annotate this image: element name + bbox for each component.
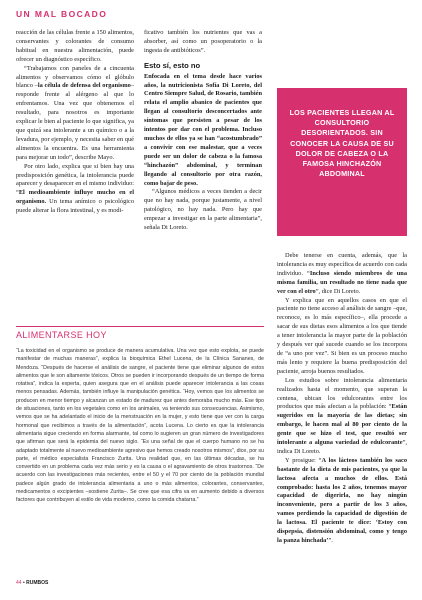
paragraph: ficativo también los nutrientes que vas a absorber, así como un posoperatorio o la ingesta de antibióticos”. — [144, 29, 262, 54]
page-number: 44 — [16, 580, 22, 586]
paragraph: Los estudios sobre intolerancia alimentaria realizados hasta el momento, que superan la centena, ubican los edulcorantes entre los productos que más afectan a la población: “Están sugeridos en la mayoría de las dietas; sin embargo, le hacen mal al 80 por ciento de la gente que se hizo el test, que resultó ser intolerante a alguna variedad de edulcorante”, indica Di Loreto. — [277, 376, 407, 455]
pull-quote: LOS PACIENTES LLEGAN AL CONSULTORIO DESORIENTADOS. SIN CONOCER LA CAUSA DE SU DOLOR DE CABEZA O LA FAMOSA HINCHAZÓN ABDOMINAL — [277, 88, 407, 236]
paragraph: reacción de las células frente a 150 alimentos, conservantes y colorantes de consumo habitual en nuestra alimentación, puede ofrecer un diagnóstico específico. — [16, 29, 134, 63]
magazine-name: RUMBOS — [26, 580, 49, 586]
article-column-1 — [16, 29, 134, 216]
section-header: UN MAL BOCADO — [16, 9, 108, 19]
paragraph: Debe tenerse en cuenta, además, que la intolerancia es muy específica de acuerdo con cada individuo. “Incluso siendo miembros de una misma familia, un resultado no tiene nada que ver con el otro”, dice Di Loreto. — [277, 252, 407, 295]
paragraph: “Trabajamos con paneles de a cincuenta alimentos y observamos cómo el glóbulo blanco –la célula de defensa del organismo– responde frente al alérgeno al que lo enfrentamos. Una vez que obtenemos el resultado, para nosotros es importante explicar le bien al paciente lo que significa, ya que quizá sea intolerante a un químico o a la levadura, por ejemplo, y necesita saber en qué alimentos la encuentra. Es una herramienta para mejorar un todo”, describe Mayo. — [16, 64, 134, 161]
paragraph: Y explica que en aquellos casos en que el paciente no tiene acceso al análisis de sangre –que, reconoce, es lo más específico–, ella procede a sacar de sus dietas esos alimentos a los que tiende a tener intolerancia la mayor parte de la población y después ver qué sucede cuando se los incorpora de “a uno por vez”. Si bien es un proceso mucho más lento y requiere la buena predisposición del paciente, arroja buenos resultados. — [277, 296, 407, 375]
sidebar-title: ALIMENTARSE HOY — [16, 330, 107, 340]
paragraph: Por otro lado, explica que si bien hay una predisposición genética, la intolerancia puede aparecer y desaparecer en el mismo individuo: “El medioambiente influye mucho en el organismo. Un tema anímico o psicológico puede alterar la flora intestinal, y es modi- — [16, 162, 135, 215]
section-divider — [16, 326, 264, 327]
paragraph: Enfocada en el tema desde hace varios años, la nutricionista Sofía Di Loreto, del Centro Siempre Salud, de Rosario, también relata el amplio abanico de pacientes que llegan al consultorio desconcertados ante síntomas que persisten a pesar de los intentos por dar con el problema. Incluso muchos de ellos ya se han “acostumbrado” a convivir con ese malestar, que a veces puede ser un dolor de cabeza o la famosa “hinchazón” abdominal, y terminan llegando al consultorio por otra razón, como bajar de peso. — [144, 72, 262, 187]
sidebar-text: “La toxicidad en el organismo se produce de manera acumulativa. Una vez que esto explota, se puede manifestar de muchas maneras”, explica la bioquímica Ethel Lucena, de la Clínica Sananes, de Mendoza. “Después de hacerse el análisis de sangre, el paciente tiene que eliminar algunos de estos alimentos que le son altamente tóxicos. Otros se pueden ir incorporando después de un tiempo de forma rotativa”, indica la experta, quien asegura que en el análisis puede aparecer intolerancia a las cosas menos pensadas. Además, también influye la manipulación genética. “Hoy, vemos que los alimentos se producen en menor tiempo y alcanzan un estado de madurez que antes demoraba mucho más. Ese tipo de situaciones, tanto en los vegetales como en los animales, va teniendo sus consecuencias. Asimismo, vemos que se ha adelantado el inicio de la menstruación en la mujer, y esto tiene que ver con la carga hormonal que recibimos a través de la alimentación”, acota Lucena. Lo cierto es que la intolerancia alimentaria sigue creciendo en forma alarmante, tal como lo sugieren un gran número de investigadores que afirman que será la epidemia del nuevo siglo. “Es una señal de que el cuerpo humano no se ha adaptado totalmente al nuevo medioambiente agresivo que hemos creado nosotros mismos”, dice, por su parte, el médico especialista Francisco Zurita. Una realidad que, en las últimas décadas, se ha convertido en un problema cada vez más serio y es la causa o el agravamiento de otros trastornos. “De acuerdo con las investigaciones más recientes, entre el 50 y el 70 por ciento de la población mundial padece algún grado de intolerancia alimentaria a uno o más alimentos, colorantes, conservantes, medicamentos o excipientes –sostiene Zurita–. Se cree que esa cifra va en aumento debido a diversos factores que contribuyen al estilo de vida moderno, como la comida chatarra.” — [16, 348, 264, 504]
subheading: Esto sí, esto no — [144, 60, 201, 70]
sidebar-box — [16, 347, 264, 505]
page-footer — [16, 580, 48, 586]
paragraph: Y prosigue: “A los lácteos también los saco bastante de la dieta de mis pacientes, ya que la lactosa afecta a muchos de ellos. Está comprobado: hasta los 2 años, tenemos mayor capacidad de digerirla, no hay ningún inconveniente, pero a partir de los 3 años, vamos perdiendo la capacidad de digestión de la lactosa. El paciente te dice: ‘Estoy con dispepsia, distensión abdominal, como y tengo la panza hinchada’”. — [277, 456, 407, 544]
article-column-3 — [277, 252, 407, 546]
footer-separator: • — [22, 580, 27, 586]
article-column-2 — [144, 29, 262, 233]
paragraph: “Algunos médicos a veces tienden a decir que no hay nada, porque justamente, a nivel patológico, no hay nada. Pero hay que empezar a investigar en la parte alimentaria”, señala Di Loreto. — [144, 188, 262, 232]
